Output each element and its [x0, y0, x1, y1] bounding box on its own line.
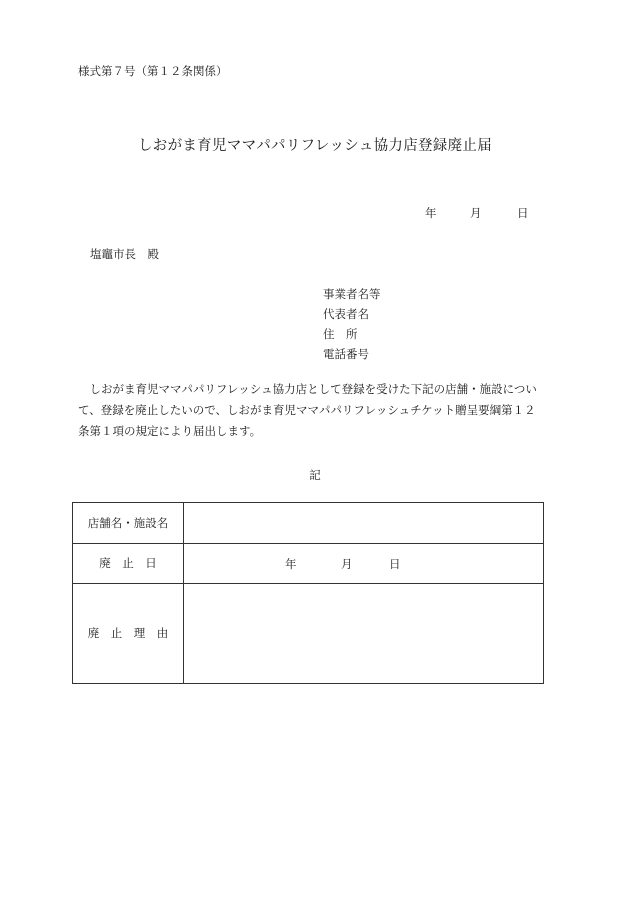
date-day-label: 日	[517, 206, 529, 220]
abolition-reason-field[interactable]	[184, 583, 543, 683]
business-name-label: 事業者名等	[323, 287, 381, 301]
address-label: 住 所	[323, 327, 358, 341]
addressee: 塩竈市長 殿	[90, 247, 159, 261]
form-number: 様式第７号（第１２条関係）	[78, 64, 228, 78]
body-line: しおがま育児ママパパリフレッシュ協力店として登録を受けた下記の店舗・施設につい	[78, 382, 537, 396]
abolition-day-label: 日	[389, 557, 401, 571]
date-month-label: 月	[470, 206, 482, 220]
table-row-abolition-date	[73, 543, 543, 584]
table-row-abolition-reason	[73, 583, 543, 683]
table-row-store-name	[73, 503, 543, 544]
store-name-field[interactable]	[184, 503, 543, 543]
phone-label: 電話番号	[323, 347, 369, 361]
abolition-date-label: 廃 止 日	[99, 556, 157, 570]
abolition-year-label: 年	[285, 557, 297, 571]
abolition-month-label: 月	[341, 557, 353, 571]
date-year-label: 年	[425, 206, 437, 220]
abolition-date-field[interactable]	[184, 543, 543, 583]
ki-heading: 記	[309, 468, 321, 482]
abolition-reason-label: 廃 止 理 由	[87, 626, 169, 640]
representative-label: 代表者名	[323, 307, 369, 321]
body-paragraph	[78, 379, 558, 442]
details-table	[72, 502, 544, 684]
store-name-label: 店舗名・施設名	[87, 516, 169, 530]
body-line: 条第１項の規定により届出します。	[78, 424, 262, 438]
document-title: しおがま育児ママパパリフレッシュ協力店登録廃止届	[137, 138, 493, 154]
body-line: て、登録を廃止したいので、しおがま育児ママパパリフレッシュチケット贈呈要綱第１２	[78, 403, 536, 417]
